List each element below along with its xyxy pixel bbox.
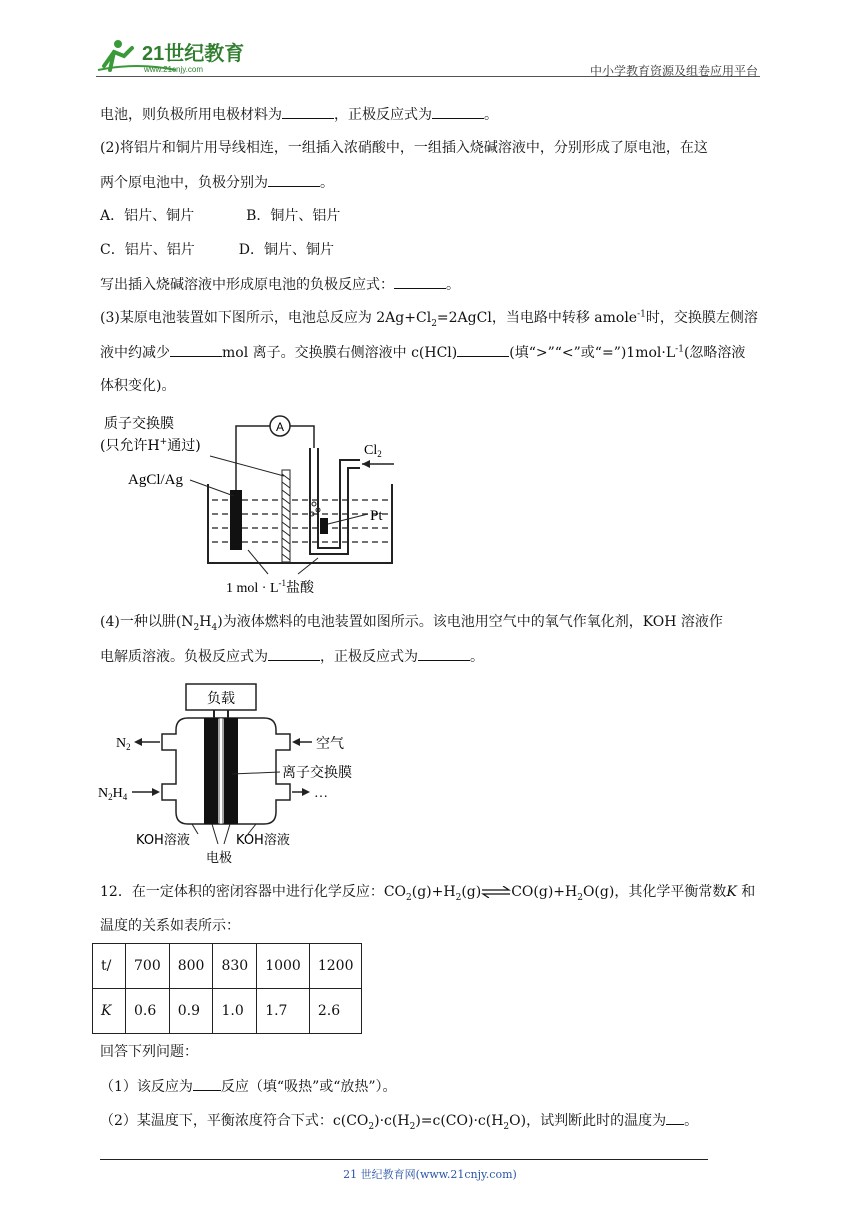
q2-options-ab	[100, 206, 340, 226]
ammeter-label: A	[275, 420, 285, 434]
koh-left-label: KOH溶液	[136, 833, 190, 848]
q1-tail-line: 电池，则负极所用电极材料为 ，正极反应式为 。	[100, 104, 498, 125]
electrode-right	[224, 718, 238, 824]
header-divider	[96, 76, 760, 77]
q12-part2: （2）某温度下，平衡浓度符合下式：$c(CO_2)\cdot c(H_2)=c(CO)\cdot c(H_2O)$，试判断此时的温度为 。	[100, 1110, 698, 1131]
pt-label: Pt	[370, 508, 383, 524]
q12-answer-prompt: 回答下列问题：	[100, 1044, 198, 1060]
site-logo	[96, 36, 266, 76]
equilibrium-arrow-icon	[481, 886, 511, 898]
option-b: B．铜片、铝片	[246, 208, 341, 224]
q12-line1: 12．在一定体积的密闭容器中进行化学反应：$CO_2(g)+H_2(g)$ $CO(g)+H_2O(g)$，其化学平衡常数K 和	[100, 884, 756, 903]
logo-text: 21世纪教育	[142, 43, 245, 65]
footer-divider	[100, 1159, 708, 1160]
table-row	[93, 989, 362, 1034]
membrane-label-2: (只允许H+通过)	[100, 437, 201, 454]
table-cell: t/	[93, 944, 126, 989]
table-cell: 0.6	[126, 989, 170, 1034]
hcl-label: 1 mol · $L^{-1}$盐酸	[226, 578, 314, 596]
table-cell: 1200	[309, 944, 362, 989]
q2-write-line: 写出插入烧碱溶液中形成原电池的负极反应式： 。	[100, 274, 460, 295]
q2-line2: 两个原电池中，负极分别为 。	[100, 172, 334, 193]
option-d: D．铜片、铜片	[238, 242, 334, 258]
fuel-cell-diagram	[96, 678, 356, 868]
table-cell: K	[93, 989, 126, 1034]
agcl-label: AgCl/Ag	[128, 472, 184, 488]
electrode-label: 电极	[206, 851, 233, 866]
n2h4-label: $N_2H_4$	[98, 786, 128, 802]
membrane-label: 离子交换膜	[282, 765, 352, 781]
dots-label: …	[314, 786, 328, 801]
q3-line1: (3)某原电池装置如下图所示，电池总反应为 $2Ag+Cl_2=2AgCl$，当电路中转移 amole$^{-1}$时，交换膜左侧溶	[100, 309, 758, 329]
agcl-electrode	[230, 490, 242, 550]
q3-line3: 体积变化)。	[100, 378, 176, 394]
q12-part1: （1）该反应为 反应（填“吸热”或“放热”）。	[100, 1076, 397, 1097]
table-cell: 0.9	[169, 989, 213, 1034]
page-footer: 21 世纪教育网(www.21cnjy.com)	[343, 1168, 517, 1181]
table-cell: 1000	[257, 944, 310, 989]
logo-url: www.21cnjy.com	[144, 65, 203, 74]
cl2-label: $Cl_2$	[364, 443, 382, 459]
load-label: 负载	[207, 691, 235, 707]
q2-options-cd	[100, 240, 334, 260]
ion-exchange-membrane	[219, 718, 223, 824]
koh-right-label: KOH溶液	[236, 833, 290, 848]
table-cell: 1.7	[257, 989, 310, 1034]
pt-electrode	[320, 518, 328, 534]
option-a: A．铝片、铜片	[100, 208, 195, 224]
q2-line1: (2)将铝片和铜片用导线相连，一组插入浓硝酸中，一组插入烧碱溶液中，分别形成了原电池，在这	[100, 140, 708, 156]
table-row	[93, 944, 362, 989]
q4-line2: 电解质溶液。负极反应式为 ，正极反应式为 。	[100, 646, 484, 667]
proton-exchange-membrane	[282, 470, 290, 562]
q12-line2: 温度的关系如表所示：	[100, 918, 240, 934]
wire	[236, 426, 270, 490]
table-cell: 2.6	[309, 989, 362, 1034]
table-cell: 700	[126, 944, 170, 989]
air-label: 空气	[316, 736, 344, 752]
table-cell: 830	[213, 944, 257, 989]
galvanic-cell-diagram	[98, 408, 398, 600]
q4-line1: (4)一种以肼$(N_2H_4)$为液体燃料的电池装置如图所示。该电池用空气中的氧气作氧化剂，KOH 溶液作	[100, 614, 723, 633]
membrane-label-1: 质子交换膜	[104, 416, 174, 432]
option-c: C．铝片、铝片	[100, 242, 195, 258]
equilibrium-constant-table	[92, 943, 362, 1034]
header-platform-text: 中小学教育资源及组卷应用平台	[589, 64, 758, 78]
page-header	[96, 30, 760, 80]
n2-label: $N_2$	[116, 736, 131, 752]
table-cell: 1.0	[213, 989, 257, 1034]
table-cell: 800	[169, 944, 213, 989]
electrode-left	[204, 718, 218, 824]
q3-line2: 液中约减少 mol 离子。交换膜右侧溶液中 c(HCl) (填“>”“<”或“$=”)1mol\cdot L^{-1}$(忽略溶液	[100, 342, 745, 363]
